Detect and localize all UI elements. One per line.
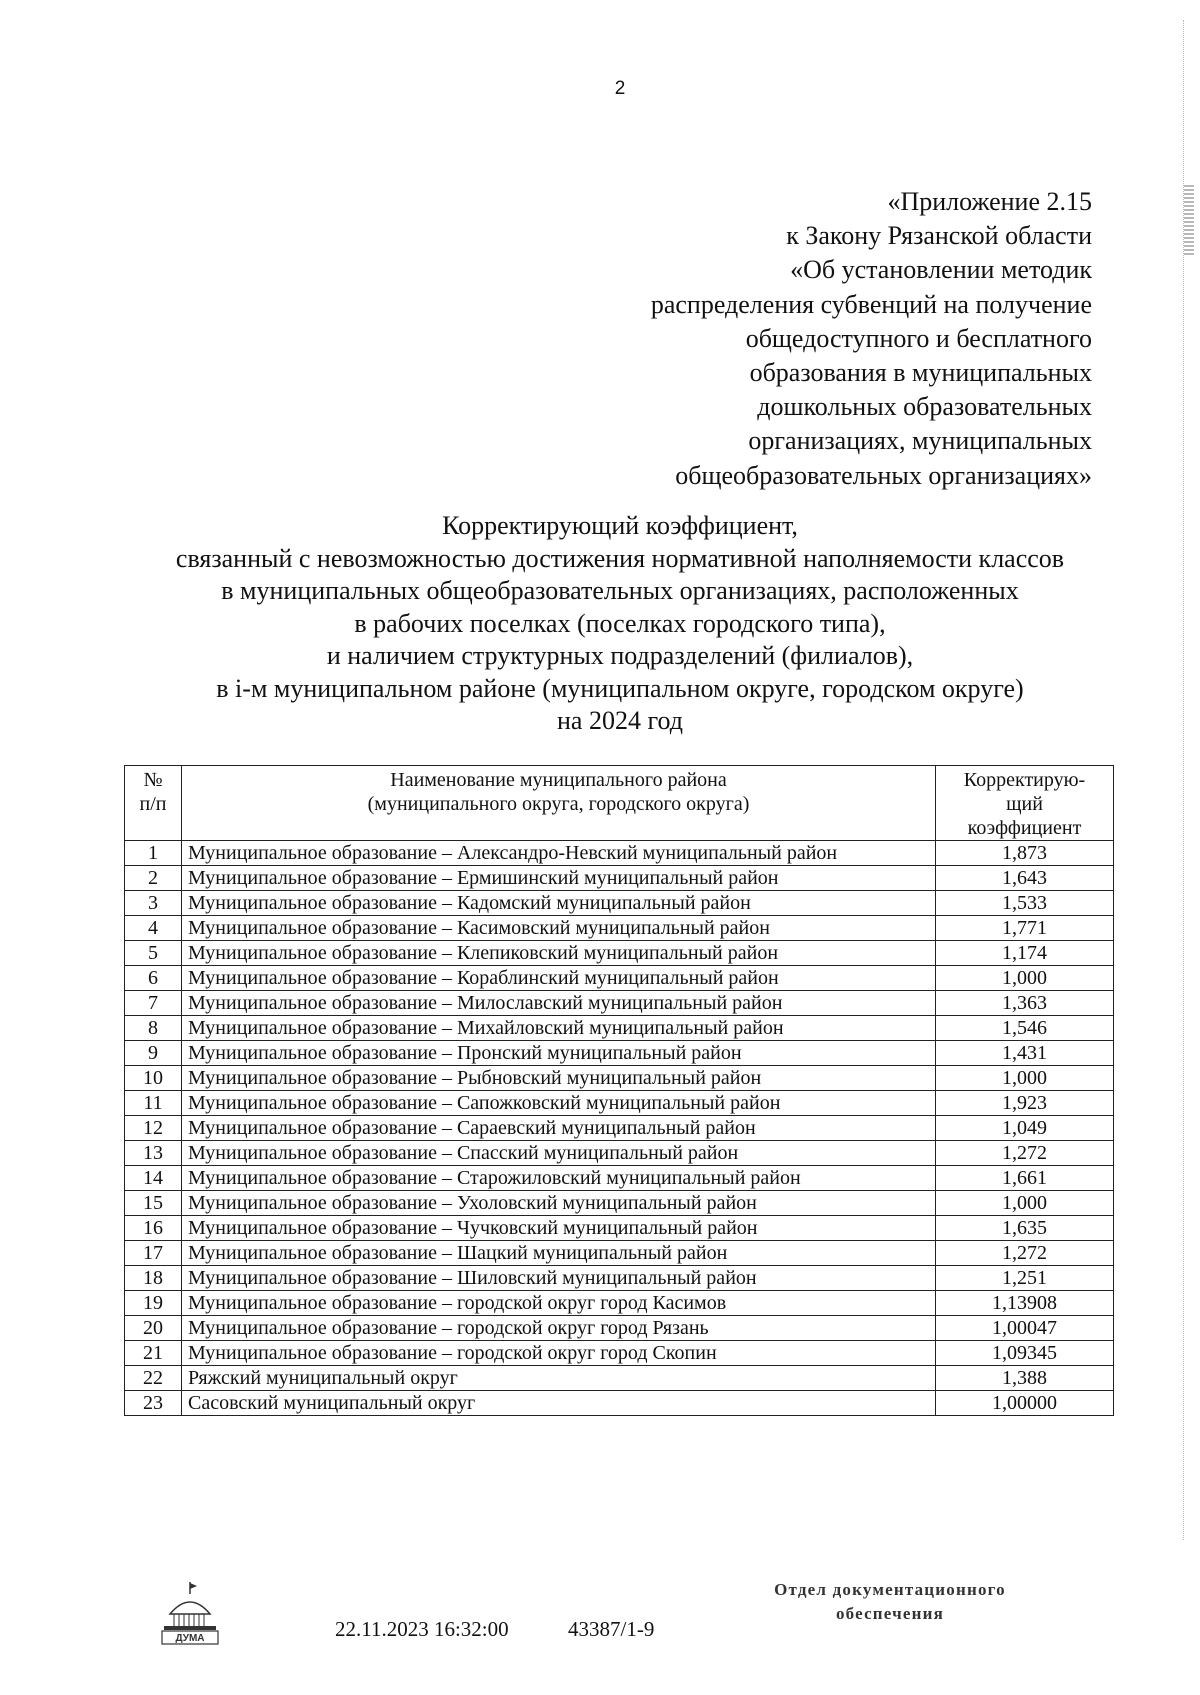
appendix-line: дошкольных образовательных [757, 392, 1092, 422]
table-row [125, 841, 1114, 866]
row-municipality-name: Муниципальное образование – Спасский муниципальный район [182, 1141, 936, 1166]
table-row [125, 1091, 1114, 1116]
table-row [125, 1316, 1114, 1341]
table-row [125, 1241, 1114, 1266]
footer-document-number: 43387/1-9 [568, 1617, 655, 1641]
duma-logo [160, 1580, 220, 1646]
title-line: связанный с невозможностью достижения нормативной наполняемости классов [175, 543, 1065, 573]
dept-line: Отдел документационного [774, 1580, 1006, 1599]
row-coefficient: 1,771 [936, 916, 1114, 941]
table-row [125, 1041, 1114, 1066]
row-number: 17 [125, 1241, 182, 1266]
row-number: 12 [125, 1116, 182, 1141]
header-name-line: (муниципального округа, городского округа) [367, 793, 750, 815]
row-number: 10 [125, 1066, 182, 1091]
table-row [125, 916, 1114, 941]
row-number: 14 [125, 1166, 182, 1191]
title-line: Корректирующий коэффициент, [442, 511, 798, 540]
title-line: в муниципальных общеобразовательных организациях, расположенных [221, 576, 1019, 605]
table-row [125, 866, 1114, 891]
row-number: 8 [125, 1016, 182, 1041]
row-municipality-name: Муниципальное образование – Шацкий муниципальный район [182, 1241, 936, 1266]
appendix-line: образования в муниципальных [749, 358, 1092, 388]
row-number: 5 [125, 941, 182, 966]
table-row [125, 1391, 1114, 1416]
row-municipality-name: Муниципальное образование – Кораблинский муниципальный район [182, 966, 936, 991]
row-municipality-name: Муниципальное образование – Александро-Невский муниципальный район [182, 841, 936, 866]
row-coefficient: 1,388 [936, 1366, 1114, 1391]
row-number: 13 [125, 1141, 182, 1166]
table-row [125, 1291, 1114, 1316]
row-coefficient: 1,272 [936, 1141, 1114, 1166]
table-row [125, 1066, 1114, 1091]
table-row [125, 1191, 1114, 1216]
header-number-line: п/п [139, 793, 167, 815]
header-coef-line: коэффициент [967, 817, 1082, 839]
coefficient-table [124, 765, 1114, 1416]
table-row [125, 1141, 1114, 1166]
table-row [125, 1266, 1114, 1291]
row-coefficient: 1,00000 [936, 1391, 1114, 1416]
row-coefficient: 1,923 [936, 1091, 1114, 1116]
title-line: в i-м муниципальном районе (муниципальном округе, городском округе) [216, 673, 1024, 703]
row-coefficient: 1,049 [936, 1116, 1114, 1141]
row-coefficient: 1,251 [936, 1266, 1114, 1291]
table-row [125, 941, 1114, 966]
appendix-line: «Приложение 2.15 [887, 187, 1092, 216]
table-row [125, 966, 1114, 991]
title-line: в рабочих поселках (поселках городского типа), [354, 608, 886, 638]
row-municipality-name: Муниципальное образование – Ермишинский муниципальный район [182, 866, 936, 891]
table-header-row [125, 766, 1114, 841]
title-line: и наличием структурных подразделений (филиалов), [326, 641, 914, 670]
row-number: 6 [125, 966, 182, 991]
appendix-line: распределения субвенций на получение [650, 289, 1092, 319]
row-municipality-name: Муниципальное образование – Пронский муниципальный район [182, 1041, 936, 1066]
appendix-header [532, 185, 1092, 493]
row-municipality-name: Муниципальное образование – Старожиловский муниципальный район [182, 1166, 936, 1191]
table-row [125, 1341, 1114, 1366]
table-body [125, 841, 1114, 1416]
row-municipality-name: Муниципальное образование – городской округ город Скопин [182, 1341, 936, 1366]
table-row [125, 1216, 1114, 1241]
row-coefficient: 1,873 [936, 841, 1114, 866]
table-row [125, 1016, 1114, 1041]
row-coefficient: 1,00047 [936, 1316, 1114, 1341]
row-coefficient: 1,363 [936, 991, 1114, 1016]
row-municipality-name: Муниципальное образование – Касимовский муниципальный район [182, 916, 936, 941]
row-coefficient: 1,000 [936, 1066, 1114, 1091]
row-municipality-name: Муниципальное образование – Кадомский муниципальный район [182, 891, 936, 916]
row-municipality-name: Муниципальное образование – Сапожковский муниципальный район [182, 1091, 936, 1116]
row-number: 7 [125, 991, 182, 1016]
row-coefficient: 1,643 [936, 866, 1114, 891]
row-number: 22 [125, 1366, 182, 1391]
row-coefficient: 1,533 [936, 891, 1114, 916]
row-coefficient: 1,13908 [936, 1291, 1114, 1316]
row-municipality-name: Муниципальное образование – Ухоловский муниципальный район [182, 1191, 936, 1216]
footer-department-stamp [740, 1578, 1040, 1626]
row-municipality-name: Муниципальное образование – Сараевский муниципальный район [182, 1116, 936, 1141]
row-number: 3 [125, 891, 182, 916]
header-number-line: № [143, 769, 163, 791]
appendix-line: организациях, муниципальных [748, 426, 1092, 456]
row-number: 11 [125, 1091, 182, 1116]
row-coefficient: 1,272 [936, 1241, 1114, 1266]
header-coef-line: Корректирую- [963, 769, 1086, 791]
row-number: 4 [125, 916, 182, 941]
row-municipality-name: Муниципальное образование – Михайловский муниципальный район [182, 1016, 936, 1041]
row-coefficient: 1,000 [936, 966, 1114, 991]
row-municipality-name: Сасовский муниципальный округ [182, 1391, 936, 1416]
row-coefficient: 1,661 [936, 1166, 1114, 1191]
header-name [182, 766, 936, 841]
header-number [125, 766, 182, 841]
logo-text: ДУМА [175, 1633, 205, 1644]
header-coefficient [936, 766, 1114, 841]
appendix-line: «Об установлении методик [790, 255, 1092, 285]
row-number: 9 [125, 1041, 182, 1066]
table-row [125, 1166, 1114, 1191]
header-name-line: Наименование муниципального района [390, 769, 727, 791]
appendix-line: общеобразовательных организациях» [675, 460, 1092, 490]
table-row [125, 1366, 1114, 1391]
row-number: 15 [125, 1191, 182, 1216]
row-number: 18 [125, 1266, 182, 1291]
row-number: 1 [125, 841, 182, 866]
row-municipality-name: Ряжский муниципальный округ [182, 1366, 936, 1391]
row-municipality-name: Муниципальное образование – Рыбновский муниципальный район [182, 1066, 936, 1091]
row-number: 23 [125, 1391, 182, 1416]
row-number: 21 [125, 1341, 182, 1366]
table-row [125, 991, 1114, 1016]
row-municipality-name: Муниципальное образование – городской округ город Рязань [182, 1316, 936, 1341]
row-number: 19 [125, 1291, 182, 1316]
row-number: 16 [125, 1216, 182, 1241]
row-municipality-name: Муниципальное образование – Клепиковский муниципальный район [182, 941, 936, 966]
scan-barcode-artifact [1184, 185, 1194, 255]
row-municipality-name: Муниципальное образование – городской округ город Касимов [182, 1291, 936, 1316]
row-coefficient: 1,546 [936, 1016, 1114, 1041]
header-coef-line: щий [1006, 793, 1043, 815]
table-row [125, 891, 1114, 916]
row-coefficient: 1,635 [936, 1216, 1114, 1241]
row-coefficient: 1,000 [936, 1191, 1114, 1216]
appendix-line: общедоступного и бесплатного [745, 323, 1092, 353]
document-title [0, 510, 1200, 738]
title-line: на 2024 год [557, 706, 683, 735]
row-coefficient: 1,09345 [936, 1341, 1114, 1366]
appendix-line: к Закону Рязанской области [786, 221, 1092, 251]
page-number: 2 [614, 78, 626, 99]
row-municipality-name: Муниципальное образование – Шиловский муниципальный район [182, 1266, 936, 1291]
row-coefficient: 1,431 [936, 1041, 1114, 1066]
row-municipality-name: Муниципальное образование – Милославский муниципальный район [182, 991, 936, 1016]
row-coefficient: 1,174 [936, 941, 1114, 966]
table-row [125, 1116, 1114, 1141]
dept-line: обеспечения [835, 1604, 945, 1623]
row-municipality-name: Муниципальное образование – Чучковский муниципальный район [182, 1216, 936, 1241]
footer-datetime: 22.11.2023 16:32:00 [335, 1617, 509, 1641]
row-number: 20 [125, 1316, 182, 1341]
row-number: 2 [125, 866, 182, 891]
